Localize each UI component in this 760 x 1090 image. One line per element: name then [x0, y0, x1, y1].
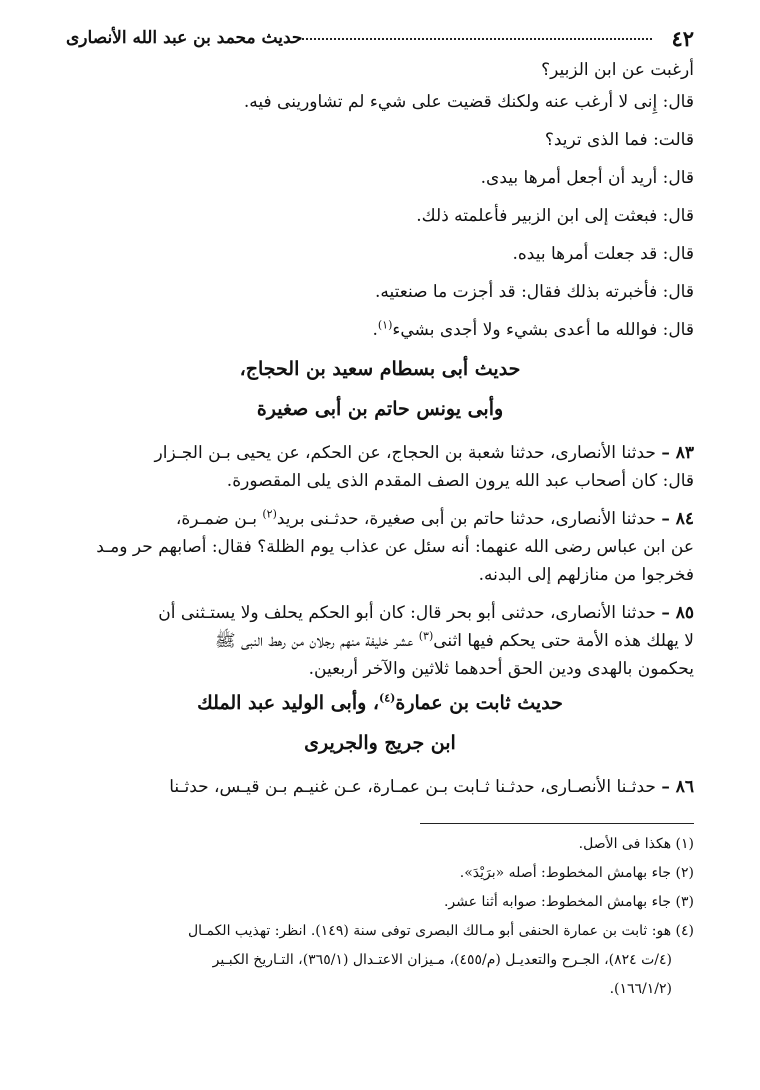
footnote-ref: (٤)	[379, 691, 396, 705]
text-line	[66, 599, 694, 627]
hadith-85	[66, 599, 694, 683]
dialogue-text: قال: فوالله ما أعدى بشيء ولا أجدى بشيء	[392, 320, 694, 340]
running-head	[66, 22, 694, 57]
section-heading: حديث أبى بسطام سعيد بن الحجاج،	[239, 358, 521, 380]
section-heading: وأبى يونس حاتم بن أبى صغيرة	[256, 398, 504, 420]
footnote-ref: (٣)	[418, 629, 434, 643]
footnote-line: (٢) جاء بهامش المخطوط: أصله «برَيْدَ».	[459, 865, 694, 881]
text: لا يهلك هذه الأمة حتى يحكم فيها اثنى	[433, 631, 694, 651]
text-line	[66, 439, 694, 467]
text: حدثـنا الأنصـارى، حدثـنا ثـابت بـن عمـارة، عـن غنيـم بـن قيـس، حدثـنا	[169, 777, 656, 797]
text: حدثنا الأنصارى، حدثنى أبو بحر قال: كان أبو الحكم يحلف ولا يستـثنى أن	[158, 603, 656, 623]
footnote-line: (١٦٦/١/٢).	[609, 981, 672, 997]
leader-dots	[302, 38, 652, 40]
footnote-1	[66, 830, 694, 859]
heading-text: حديث ثابت بن عمارة	[395, 692, 563, 714]
dialogue-line: قال: فبعثت إلى ابن الزبير فأعلمته ذلك.	[416, 206, 694, 226]
footnote-divider	[420, 823, 694, 824]
dialogue-line: قال: فأخبرته بذلك فقال: قد أجزت ما صنعتيه.	[374, 282, 694, 302]
footnote-line: (١) هكذا فى الأصل.	[578, 836, 694, 852]
page-number: ٤٢	[671, 26, 694, 51]
footnote-4	[66, 917, 694, 1004]
section-heading: ابن جريج والجريرى	[304, 732, 456, 754]
dialogue-line: قال: قد جعلت أمرها بيده.	[512, 244, 694, 264]
dialogue-line: قال: إِنى لا أرغب عنه ولكنك قضيت على شيء لم تشاورينى فيه.	[243, 92, 694, 112]
period: .	[372, 320, 378, 340]
text-line: يحكمون بالهدى ودين الحق أحدهما ثلاثين والآخر أربعين.	[308, 659, 694, 679]
hadith-86	[66, 773, 694, 801]
footnote-ref: (١)	[377, 318, 393, 332]
footnote-line: (٤/ت ٨٢٤)، الجـرح والتعديـل (م/٤٥٥)، مـيزان الاعتـدال (٣٦٥/١)، التـاريخ الكبـير	[212, 952, 672, 968]
footnotes	[66, 830, 694, 1004]
hadith-84	[66, 505, 694, 589]
text: حدثنا الأنصارى، حدثنا حاتم بن أبى صغيرة، حدثـنى بريد	[276, 509, 656, 529]
text-line	[66, 627, 694, 655]
hadith-number: ٨٦ –	[661, 777, 694, 797]
footnote-3	[66, 888, 694, 917]
footnote-ref: (٢)	[262, 507, 277, 521]
heading-text: ، وأبى الوليد عبد الملك	[197, 692, 380, 714]
text-line: عن ابن عباس رضى الله عنهما: أنه سئل عن عذاب يوم الظلة؟ فقال: أصابهم حر ومـد	[96, 537, 694, 557]
text-line: قال: كان أصحاب عبد الله يرون الصف المقدم الذى يلى المقصورة.	[226, 471, 694, 491]
text: بـن ضمـرة،	[175, 509, 257, 529]
dialogue-line: قالت: فما الذى تريد؟	[544, 130, 694, 150]
book-page	[66, 22, 694, 1070]
dialogue-line	[66, 311, 694, 349]
text: حدثنا الأنصارى، حدثنا شعبة بن الحجاج، عن الحكم، عن يحيى بـن الجـزار	[154, 443, 656, 463]
opening-line: أرغبت عن ابن الزبير؟	[541, 60, 694, 80]
hadith-number: ٨٣ –	[661, 443, 694, 463]
section-heading	[66, 683, 694, 723]
hadith-number: ٨٤ –	[661, 509, 694, 529]
text-line	[66, 505, 694, 533]
text-line	[66, 773, 694, 801]
text: عشر خليفة منهم رجلان من رهط النبى ﷺ	[215, 631, 414, 651]
footnote-line: (٣) جاء بهامش المخطوط: صوابه أثنا عشر.	[443, 894, 694, 910]
hadith-number: ٨٥ –	[661, 603, 694, 623]
text-line: فخرجوا من منازلهم إلى البدنه.	[478, 565, 694, 585]
footnote-2	[66, 859, 694, 888]
running-title: حديث محمد بن عبد الله الأنصارى	[66, 28, 303, 48]
hadith-83	[66, 439, 694, 495]
dialogue-line: قال: أريد أن أجعل أمرها بيدى.	[480, 168, 694, 188]
footnote-line: (٤) هو: ثابت بن عمارة الحنفى أبو مـالك البصرى توفى سنة (١٤٩). انظر: تهذيب الكمـال	[187, 923, 694, 939]
